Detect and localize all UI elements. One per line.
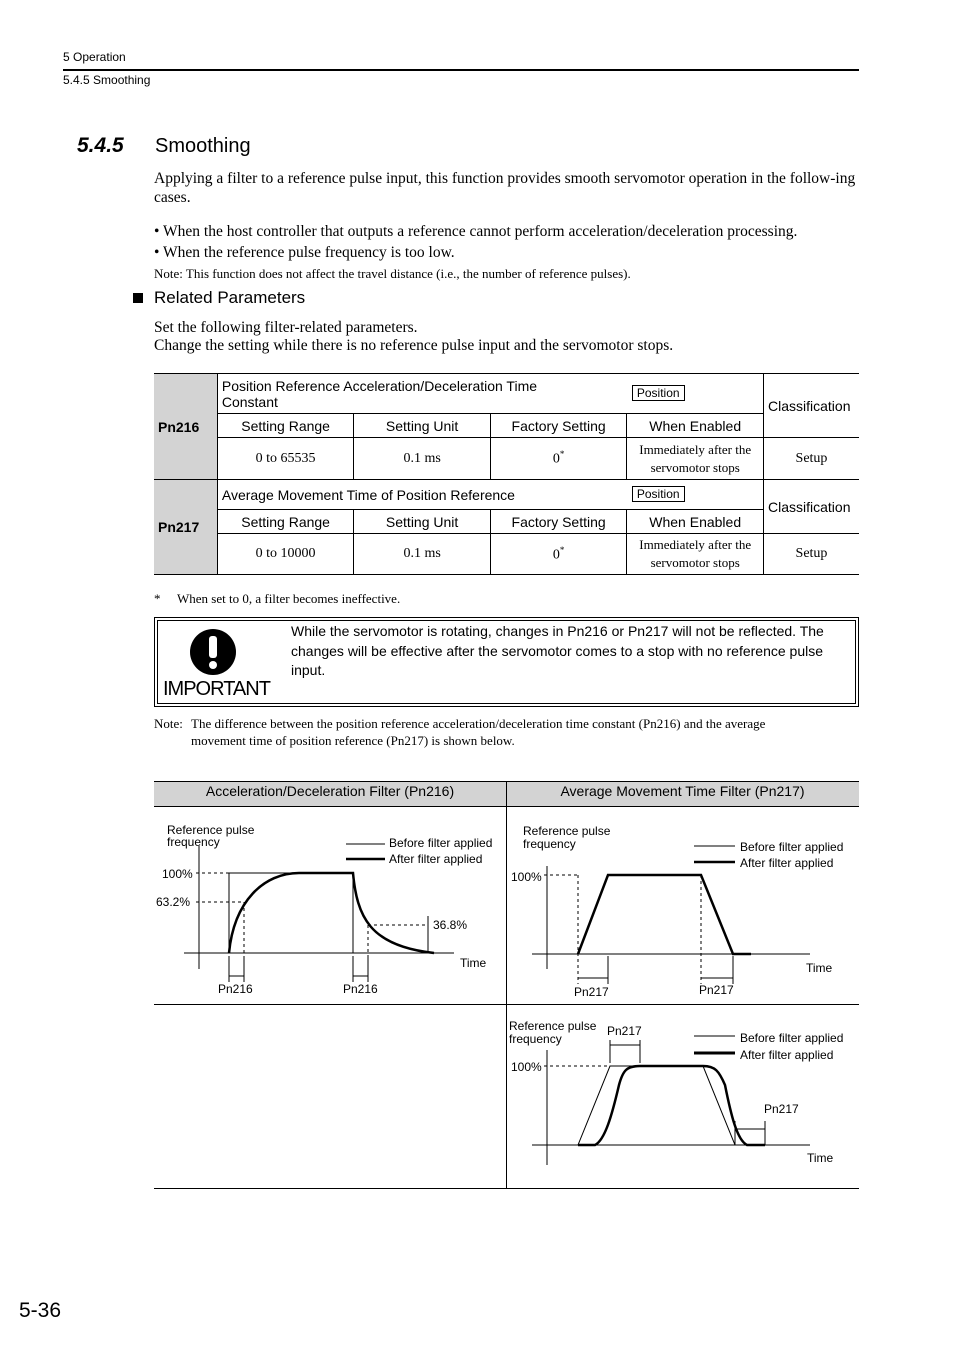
figure-col-right-title: Average Movement Time Filter (Pn217) bbox=[560, 783, 805, 799]
figure-col-left-title: Acceleration/Deceleration Filter (Pn216) bbox=[205, 783, 455, 799]
category-badge: Position bbox=[632, 385, 685, 401]
y-tick-100: 100% bbox=[511, 870, 542, 884]
chapter-header: 5 Operation bbox=[63, 50, 126, 64]
setting-range: 0 to 65535 bbox=[217, 438, 354, 480]
before-filter-line bbox=[578, 1066, 735, 1145]
x-label: Time bbox=[806, 961, 833, 975]
page-number: 5-36 bbox=[19, 1299, 62, 1322]
related-line: Change the setting while there is no reference pulse input and the servomotor stops. bbox=[154, 337, 674, 354]
factory-value: 0 bbox=[552, 547, 560, 563]
legend-after: After filter applied bbox=[389, 852, 483, 866]
setting-unit: 0.1 ms bbox=[354, 534, 491, 575]
classification-value: Setup bbox=[764, 534, 860, 575]
bullet-item: • When the host controller that outputs a reference cannot perform acceleration/deceleration processing. bbox=[154, 223, 798, 240]
param-name-cell bbox=[217, 480, 763, 510]
factory-setting bbox=[490, 534, 627, 575]
column-header: Setting Range bbox=[217, 510, 354, 534]
classification-value: Setup bbox=[764, 438, 860, 480]
column-header: Factory Setting bbox=[490, 510, 627, 534]
x-label: Time bbox=[807, 1151, 834, 1165]
footnote-mark: * bbox=[559, 544, 565, 555]
square-bullet-icon bbox=[133, 293, 143, 303]
pn-label: Pn217 bbox=[764, 1102, 799, 1116]
pn-label: Pn216 bbox=[343, 982, 378, 996]
y-label: Reference pulse bbox=[523, 824, 611, 838]
subsection-title: Related Parameters bbox=[154, 288, 306, 307]
when-enabled: Immediately after the servomotor stops bbox=[627, 534, 764, 575]
legend-after: After filter applied bbox=[740, 856, 834, 870]
graph-pn217-scurve bbox=[507, 1005, 859, 1188]
classification-label: Classification bbox=[764, 374, 860, 438]
pn-label: Pn217 bbox=[574, 985, 609, 999]
after-filter-line bbox=[578, 1066, 765, 1145]
section-header: 5.4.5 Smoothing bbox=[63, 73, 151, 87]
footnote-mark: * bbox=[154, 591, 161, 606]
y-label: Reference pulse bbox=[509, 1019, 597, 1033]
y-label: frequency bbox=[523, 837, 576, 851]
section-title: Smoothing bbox=[155, 135, 251, 157]
column-header: Factory Setting bbox=[490, 414, 627, 438]
column-header: Setting Unit bbox=[354, 510, 491, 534]
parameter-table bbox=[154, 373, 859, 575]
note-text: movement time of position reference (Pn217) is shown below. bbox=[191, 733, 515, 748]
column-header: When Enabled bbox=[627, 414, 764, 438]
param-name-cell bbox=[217, 374, 763, 414]
pn-label: Pn217 bbox=[699, 983, 734, 997]
note-text: The difference between the position reference acceleration/deceleration time constant (Pn216) and the average bbox=[191, 716, 766, 731]
classification-label: Classification bbox=[764, 480, 860, 534]
important-text: While the servomotor is rotating, changes in Pn216 or Pn217 will not be reflected. The changes will be effective after the servomotor comes to a stop with no reference pulse input. bbox=[291, 623, 824, 678]
related-line: Set the following filter-related parameters. bbox=[154, 319, 418, 336]
y-tick-100: 100% bbox=[511, 1060, 542, 1074]
param-id: Pn216 bbox=[154, 374, 217, 480]
param-name: Average Movement Time of Position Reference bbox=[221, 486, 515, 503]
pn-label: Pn217 bbox=[607, 1024, 642, 1038]
legend-after: After filter applied bbox=[740, 1048, 834, 1062]
column-header: Setting Range bbox=[217, 414, 354, 438]
graph-pn217-trapezoid bbox=[507, 806, 859, 1004]
setting-unit: 0.1 ms bbox=[354, 438, 491, 480]
factory-setting bbox=[490, 438, 627, 480]
important-label: IMPORTANT bbox=[163, 678, 270, 700]
y-label: Reference pulse bbox=[167, 823, 255, 837]
x-label: Time bbox=[460, 956, 487, 970]
column-header: Setting Unit bbox=[354, 414, 491, 438]
figure-bottom-rule bbox=[154, 1188, 859, 1189]
graph-pn216 bbox=[154, 806, 506, 1004]
when-enabled: Immediately after the servomotor stops bbox=[627, 438, 764, 480]
setting-range: 0 to 10000 bbox=[217, 534, 354, 575]
param-name: Position Reference Acceleration/Deceleration Time Constant bbox=[221, 377, 538, 410]
pn-label: Pn216 bbox=[218, 982, 253, 996]
y-tick-368: 36.8% bbox=[433, 918, 468, 932]
footnote-mark: * bbox=[559, 449, 565, 460]
before-filter-line bbox=[229, 873, 353, 953]
after-filter-line bbox=[578, 875, 751, 954]
after-filter-line bbox=[229, 873, 434, 953]
note-prefix: Note: bbox=[154, 716, 183, 731]
intro-paragraph: Applying a filter to a reference pulse input, this function provides smooth servomotor operation in the follow-ing cases. bbox=[154, 170, 856, 206]
category-badge: Position bbox=[632, 486, 685, 502]
footnote: When set to 0, a filter becomes ineffective. bbox=[177, 591, 401, 606]
intro-note: Note: This function does not affect the travel distance (i.e., the number of reference pulses). bbox=[154, 266, 631, 281]
bullet-item: • When the reference pulse frequency is too low. bbox=[154, 244, 455, 261]
legend-before: Before filter applied bbox=[389, 836, 493, 850]
header-rule bbox=[63, 69, 859, 71]
exclamation-icon bbox=[188, 627, 238, 677]
legend-before: Before filter applied bbox=[740, 840, 844, 854]
factory-value: 0 bbox=[552, 451, 560, 467]
section-number: 5.4.5 bbox=[77, 134, 124, 157]
y-label: frequency bbox=[167, 835, 220, 849]
legend-before: Before filter applied bbox=[740, 1031, 844, 1045]
y-label: frequency bbox=[509, 1032, 562, 1046]
column-header: When Enabled bbox=[627, 510, 764, 534]
y-tick-632: 63.2% bbox=[156, 895, 191, 909]
y-tick-100: 100% bbox=[162, 867, 193, 881]
param-id: Pn217 bbox=[154, 480, 217, 575]
